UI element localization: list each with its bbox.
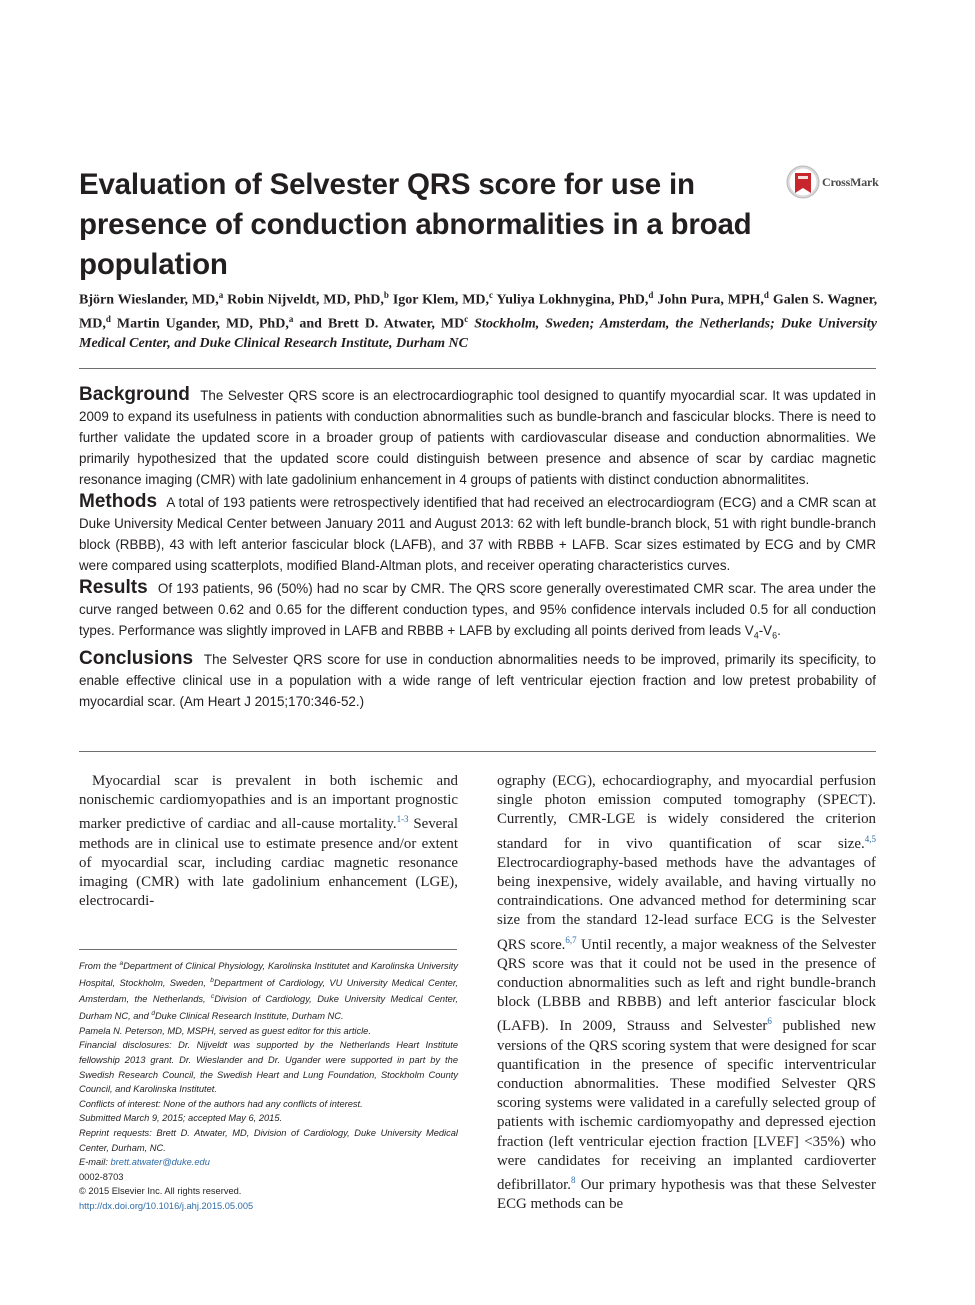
crossmark-label: CrossMark [822,174,879,189]
footnote-financial: Financial disclosures: Dr. Nijveldt was supported by the Netherlands Heart Institute fellowship 2013 grant. Dr. Wieslander and Dr. Ugander were supported in part by the Swedish Research Council, the Swedish Heart and Lung Foundation, Stockholm County Council, and Karolinska Institutet. [79,1040,458,1095]
citation-link[interactable]: 8 [571,1174,576,1185]
author-affiliation-mark: d [763,290,769,300]
footnote-conflicts: Conflicts of interest: None of the authors had any conflicts of interest. [79,1098,363,1109]
abstract-methods [79,491,876,576]
body-paragraph [79,772,458,911]
footnote-affiliations [79,957,458,1024]
abstract [79,384,876,713]
author-affiliations: Stockholm, Sweden; Amsterdam, the Netherlands; Duke University Medical Center, and Duke Clinical Research Institute, Durham NC [79,316,878,352]
author-affiliation-mark: c [489,290,494,300]
author-name: and Brett D. Atwater, MD [299,316,465,332]
footnote-mark: b [210,976,214,984]
body-column-left [79,772,458,911]
citation-link[interactable]: 4,5 [864,833,876,844]
footnote-reprint: Reprint requests: Brett D. Atwater, MD, Division of Cardiology, Duke University Medical Center, Durham, NC. [79,1127,458,1153]
footnote-text: From the [79,961,120,972]
body-text: Electrocardiography-based methods have the advantages of being inexpensive, widely available, and having virtually no contraindications. One advanced method for determining scar size from the standard 12-lead surface ECG is the Selvester QRS score. [497,854,876,953]
abstract-heading: Results [79,577,148,598]
footnote-divider [79,949,457,950]
author-affiliation-mark: b [383,290,389,300]
abstract-text: -V [758,623,773,638]
footnote-issn: 0002-8703 [79,1171,124,1182]
footnote-text: Duke Clinical Research Institute, Durham NC. [154,1011,344,1022]
footnote-mark: c [211,993,215,1001]
abstract-heading: Background [79,384,190,405]
author-name: Martin Ugander, MD, PhD, [116,316,289,332]
footnotes [79,957,458,1213]
divider [79,751,876,752]
body-text: ography (ECG), echocardiography, and myocardial perfusion single photon emission computed tomography (SPECT). Currently, CMR-LGE is widely considered the criterion standard for in vivo quantification of scar size. [497,773,876,852]
citation-link[interactable]: 6 [767,1016,772,1027]
crossmark-icon [786,165,820,199]
author-list [79,286,877,354]
footnote-mark: d [151,1010,155,1018]
article-title: Evaluation of Selvester QRS score for use in presence of conduction abnormalities in a broad population [79,168,752,281]
abstract-text: Of 193 patients, 96 (50%) had no scar by CMR. The QRS score generally overestimated CMR scar. The area under the curve ranged between 0.62 and 0.65 for the different conduction types, and 95% confidence intervals included 0.5 for all conduction types. Performance was slightly improved in LAFB and RBBB + LAFB by excluding all points derived from leads V [79,581,876,638]
author-name: Galen S. Wagner, MD, [79,292,878,332]
body-text: published new versions of the QRS scoring system that were designed for scar quantification in the presence of specific interventricular conduction abnormalities. These modified Selvester QRS scoring systems were validated in a carefully selected group of patients with ischemic cardiomyopathy and depressed ejection fraction (left ventricular ejection fraction [LVEF] <35%) who were candidates for receiving an implanted cardioverter defibrillator. [497,1018,876,1193]
body-paragraph [497,772,876,1214]
doi-link[interactable]: http://dx.doi.org/10.1016/j.ahj.2015.05.005 [79,1200,254,1211]
email-link[interactable]: brett.atwater@duke.edu [110,1157,210,1168]
footnote-email [79,1155,458,1170]
author-name: Robin Nijveldt, MD, PhD, [227,292,384,308]
footnote-text: Department of Cardiology, VU University Medical Center, Amsterdam, the Netherlands, [79,977,458,1005]
body-text: Our primary hypothesis was that these Selvester ECG methods can be [497,1176,876,1213]
subscript: 6 [772,630,778,641]
divider [79,368,876,369]
author-affiliation-mark: d [105,314,111,325]
abstract-conclusions [79,648,876,712]
body-text: Myocardial scar is prevalent in both ischemic and nonischemic cardiomyopathies and is an important prognostic marker predictive of cardiac and all-cause mortality. [79,773,458,833]
author-affiliation-mark: d [648,290,654,300]
abstract-heading: Conclusions [79,647,194,669]
author-affiliation-mark: a [288,314,294,325]
footnote-submitted: Submitted March 9, 2015; accepted May 6, 2015. [79,1113,283,1124]
author-name: Yuliya Lokhnygina, PhD, [496,292,649,308]
citation-link[interactable]: 6,7 [565,934,577,945]
footnote-guest-editor: Pamela N. Peterson, MD, MSPH, served as guest editor for this article. [79,1025,371,1036]
body-text: Until recently, a major weakness of the Selvester QRS score was that it could not be used in the presence of conduction abnormalities such as left and right bundle-branch block (LBBB and RBBB) and left anterior fascicular block (LAFB). In 2009, Strauss and Selvester [497,936,876,1035]
body-text: Several methods are in clinical use to estimate presence and/or extent of myocardial scar, including cardiac magnetic resonance imaging (CMR) with late gadolinium enhancement (LGE), electrocardi- [79,816,459,910]
author-affiliation-mark: c [464,314,469,325]
footnote-copyright: © 2015 Elsevier Inc. All rights reserved. [79,1186,242,1197]
footnote-text: Division of Cardiology, Duke University Medical Center, Durham NC, and [79,994,458,1022]
footnote-text: Department of Clinical Physiology, Karolinska Institutet and Karolinska University Hospital, Stockholm, Sweden, [79,961,458,988]
abstract-heading: Methods [79,491,158,512]
author-name: Björn Wieslander, MD, [79,292,219,308]
author-name: Igor Klem, MD, [392,292,490,308]
footnote-mark: a [119,960,124,967]
author-name: John Pura, MPH, [657,292,764,308]
footnote-text: E-mail: [79,1157,111,1168]
citation-link[interactable]: 1-3 [396,814,409,825]
abstract-text: The Selvester QRS score for use in conduction abnormalities needs to be improved, primarily its specificity, to enable effective clinical use in a population with a wide range of left ventricular ejection fraction and low pretest probability of myocardial scar. (Am Heart J 2015;170:346-52.) [79,651,877,709]
abstract-background [79,384,876,490]
abstract-text: . [777,623,781,638]
body-column-right [497,772,876,1214]
author-affiliation-mark: a [218,290,224,300]
abstract-text: A total of 193 patients were retrospectively identified that had received an electrocardiogram (ECG) and a CMR scan at Duke University Medical Center between January 2011 and August 2013: 62 with left bundle-branch block, 51 with right bundle-branch block (RBBB), 43 with left anterior fascicular block (LAFB), and 37 with RBBB + LAFB. Scar sizes estimated by ECG and by CMR were compared using scatterplots, modified Bland-Altman plots, and receiver operating characteristics curves. [79,495,876,573]
abstract-results [79,577,876,647]
subscript: 4 [753,630,759,641]
abstract-text: The Selvester QRS score is an electrocardiographic tool designed to quantify myocardial scar. It was updated in 2009 to expand its usefulness in patients with conduction abnormalities such as bundle-branch and fascicular blocks. There is need to further validate the updated score in a broader group of patients with cardiovascular disease and conduction abnormalities. We primarily hypothesized that the updated score could distinguish between presence and absence of scar by cardiac magnetic resonance imaging (CMR) with late gadolinium enhancement in 4 groups of patients with distinct conduction abnormalitites. [79,388,877,487]
crossmark-badge[interactable] [786,164,886,200]
